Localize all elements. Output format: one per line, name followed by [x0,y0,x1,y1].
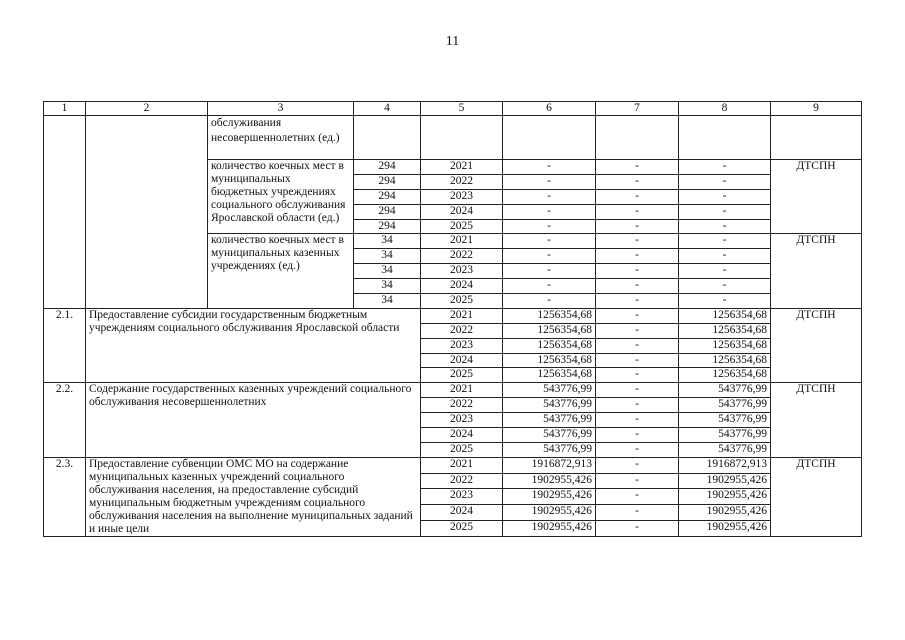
col8-cell: - [679,234,771,249]
indicator-value: 294 [354,160,421,175]
empty-cell [86,116,208,309]
col8-cell: 543776,99 [679,383,771,398]
year-cell: 2024 [421,204,503,219]
indicator-value: 294 [354,189,421,204]
col6-cell: - [503,264,596,279]
header-cell: 4 [354,102,421,116]
year-cell: 2025 [421,294,503,309]
empty-cell [421,116,503,160]
header-cell: 1 [44,102,86,116]
col8-cell: 543776,99 [679,398,771,413]
year-cell: 2022 [421,174,503,189]
col7-cell: - [596,308,679,323]
col6-cell: - [503,174,596,189]
col6-cell: - [503,160,596,175]
col6-cell: 1256354,68 [503,368,596,383]
col6-cell: 1256354,68 [503,353,596,368]
col6-cell: 1916872,913 [503,457,596,473]
col7-cell: - [596,383,679,398]
table-row [44,383,862,398]
header-row [44,102,862,116]
header-cell: 8 [679,102,771,116]
col6-cell: 543776,99 [503,428,596,443]
col7-cell: - [596,442,679,457]
year-cell: 2024 [421,505,503,521]
header-cell: 9 [771,102,862,116]
year-cell: 2021 [421,383,503,398]
col6-cell: 1902955,426 [503,473,596,489]
item-description: Предоставление субсидии государственным бюджетным учреждениям социального обслуживания Ярославской области [86,308,421,382]
col7-cell: - [596,234,679,249]
item-number: 2.3. [44,457,86,536]
col7-cell: - [596,368,679,383]
col8-cell: 1902955,426 [679,505,771,521]
indicator-text: количество коечных мест в муниципальных казенных учреждениях (ед.) [208,234,354,308]
header-cell: 3 [208,102,354,116]
col6-cell: - [503,294,596,309]
empty-cell [679,116,771,160]
col8-cell: - [679,294,771,309]
year-cell: 2024 [421,279,503,294]
responsible-cell: ДТСПН [771,457,862,536]
indicator-value: 34 [354,264,421,279]
col6-cell: 1902955,426 [503,521,596,537]
col8-cell: - [679,160,771,175]
col8-cell: - [679,219,771,234]
year-cell: 2022 [421,249,503,264]
year-cell: 2021 [421,308,503,323]
col6-cell: 543776,99 [503,442,596,457]
col7-cell: - [596,489,679,505]
col7-cell: - [596,219,679,234]
col7-cell: - [596,294,679,309]
header-cell: 2 [86,102,208,116]
indicator-text: количество коечных мест в муниципальных бюджетных учреждениях социального обслуживания Ярославской области (ед.) [208,160,354,234]
table-row [44,457,862,473]
col7-cell: - [596,413,679,428]
col6-cell: 543776,99 [503,383,596,398]
col8-cell: - [679,189,771,204]
responsible-cell: ДТСПН [771,160,862,234]
col7-cell: - [596,398,679,413]
col8-cell: - [679,204,771,219]
col7-cell: - [596,204,679,219]
col7-cell: - [596,279,679,294]
year-cell: 2021 [421,457,503,473]
col7-cell: - [596,473,679,489]
col6-cell: - [503,234,596,249]
col6-cell: 1256354,68 [503,323,596,338]
col8-cell: 1256354,68 [679,338,771,353]
col8-cell: 1902955,426 [679,473,771,489]
empty-cell [354,116,421,160]
program-table [43,101,862,537]
year-cell: 2022 [421,398,503,413]
col8-cell: 1256354,68 [679,353,771,368]
col7-cell: - [596,428,679,443]
col8-cell: 543776,99 [679,413,771,428]
col8-cell: - [679,264,771,279]
empty-cell [44,116,86,309]
year-cell: 2022 [421,473,503,489]
responsible-cell: ДТСПН [771,234,862,308]
year-cell: 2024 [421,353,503,368]
col8-cell: 1902955,426 [679,489,771,505]
indicator-value: 294 [354,174,421,189]
col6-cell: - [503,204,596,219]
year-cell: 2021 [421,234,503,249]
year-cell: 2025 [421,521,503,537]
empty-cell [771,116,862,160]
year-cell: 2023 [421,413,503,428]
col7-cell: - [596,338,679,353]
year-cell: 2021 [421,160,503,175]
header-cell: 5 [421,102,503,116]
col6-cell: - [503,249,596,264]
indicator-value: 34 [354,234,421,249]
indicator-value: 34 [354,294,421,309]
col6-cell: - [503,279,596,294]
col7-cell: - [596,249,679,264]
col8-cell: - [679,249,771,264]
col7-cell: - [596,323,679,338]
col8-cell: 1256354,68 [679,308,771,323]
year-cell: 2025 [421,368,503,383]
indicator-value: 34 [354,249,421,264]
col8-cell: - [679,279,771,294]
col7-cell: - [596,521,679,537]
item-number: 2.2. [44,383,86,457]
table-row [44,308,862,323]
indicator-value: 294 [354,204,421,219]
col8-cell: 1916872,913 [679,457,771,473]
col6-cell: 1256354,68 [503,308,596,323]
page-number: 11 [445,34,460,49]
year-cell: 2024 [421,428,503,443]
col8-cell: 1256354,68 [679,368,771,383]
year-cell: 2023 [421,189,503,204]
col7-cell: - [596,505,679,521]
indicator-value: 34 [354,279,421,294]
col6-cell: - [503,189,596,204]
col8-cell: 1256354,68 [679,323,771,338]
col7-cell: - [596,189,679,204]
col7-cell: - [596,160,679,175]
col6-cell: 1256354,68 [503,338,596,353]
col6-cell: 543776,99 [503,413,596,428]
col8-cell: 543776,99 [679,442,771,457]
col6-cell: 1902955,426 [503,505,596,521]
item-description: Содержание государственных казенных учреждений социального обслуживания несовершеннолетних [86,383,421,457]
year-cell: 2022 [421,323,503,338]
col6-cell: 1902955,426 [503,489,596,505]
responsible-cell: ДТСПН [771,308,862,382]
empty-cell [596,116,679,160]
year-cell: 2023 [421,338,503,353]
continuation-row [44,116,862,160]
col8-cell: - [679,174,771,189]
header-cell: 6 [503,102,596,116]
year-cell: 2025 [421,442,503,457]
header-cell: 7 [596,102,679,116]
col8-cell: 1902955,426 [679,521,771,537]
indicator-value: 294 [354,219,421,234]
col7-cell: - [596,353,679,368]
col6-cell: 543776,99 [503,398,596,413]
item-description: Предоставление субвенции ОМС МО на содержание муниципальных казенных учреждений социального обслуживания населения, на предоставление субсидий муниципальным бюджетным учреждениям социального обслуживания населения на выполнение муниципальных заданий и иные цели [86,457,421,536]
empty-cell [503,116,596,160]
indicator-continuation: обслуживания несовершеннолетних (ед.) [208,116,354,160]
col6-cell: - [503,219,596,234]
responsible-cell: ДТСПН [771,383,862,457]
col7-cell: - [596,264,679,279]
col7-cell: - [596,457,679,473]
col8-cell: 543776,99 [679,428,771,443]
year-cell: 2023 [421,489,503,505]
col7-cell: - [596,174,679,189]
year-cell: 2023 [421,264,503,279]
year-cell: 2025 [421,219,503,234]
item-number: 2.1. [44,308,86,382]
